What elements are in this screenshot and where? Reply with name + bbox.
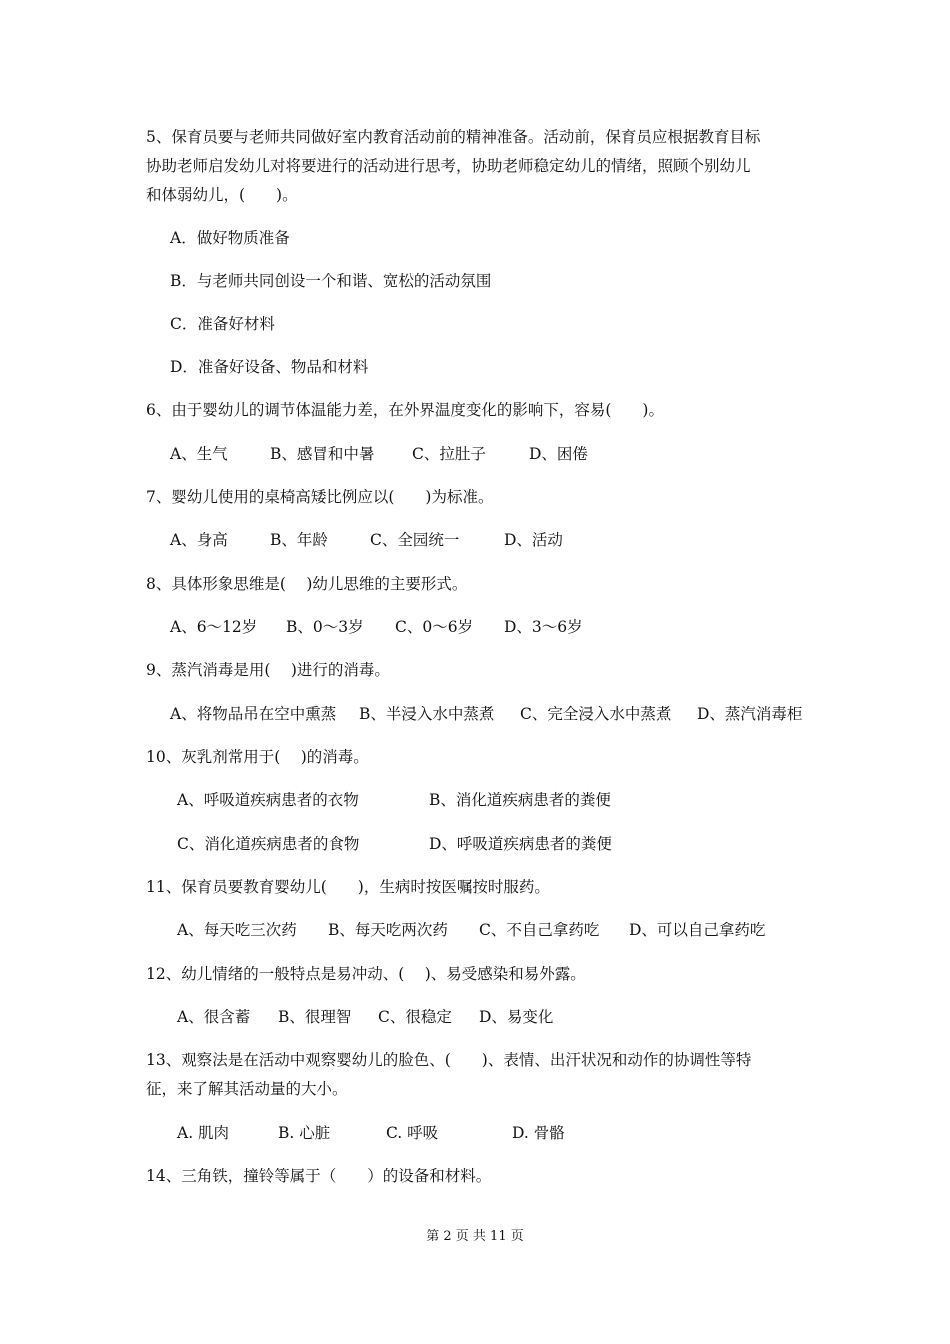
q12-option-d: D、易变化 [479,1008,554,1026]
q10-option-a: A、呼吸道疾病患者的衣物 [177,791,359,809]
q13-option-a: A. 肌肉 [177,1124,230,1142]
q5-option-d: D．准备好设备、物品和材料 [170,358,369,376]
q12-stem: 12、幼儿情绪的一般特点是易冲动、( )、易受感染和易外露。 [146,965,586,983]
q5-stem-line-1: 5、保育员要与老师共同做好室内教育活动前的精神准备。活动前，保育员应根据教育目标 [146,128,761,146]
q12-option-c: C、很稳定 [378,1008,452,1026]
q13-option-c: C. 呼吸 [386,1124,439,1142]
q5-option-a: A．做好物质准备 [170,229,290,247]
q7-option-d: D、活动 [504,531,563,549]
q6-stem: 6、由于婴幼儿的调节体温能力差，在外界温度变化的影响下，容易( )。 [146,401,664,419]
q9-option-a: A、将物品吊在空中熏蒸 [170,705,337,723]
q13-option-d: D. 骨骼 [512,1124,565,1142]
q9-option-c: C、完全浸入水中蒸煮 [520,705,672,723]
q10-option-b: B、消化道疾病患者的粪便 [429,791,611,809]
q12-option-a: A、很含蓄 [177,1008,251,1026]
q5-option-b: B．与老师共同创设一个和谐、宽松的活动氛围 [170,272,492,290]
q8-stem: 8、具体形象思维是( )幼儿思维的主要形式。 [146,575,468,593]
q14-stem: 14、三角铁，撞铃等属于（ ）的设备和材料。 [146,1167,492,1185]
q5-stem-line-3: 和体弱幼儿，( )。 [146,186,298,204]
q11-option-d: D、可以自己拿药吃 [629,921,766,939]
q7-option-c: C、全园统一 [370,531,460,549]
q5-option-c: C．准备好材料 [170,315,275,333]
q13-option-b: B. 心脏 [278,1124,331,1142]
q9-stem: 9、蒸汽消毒是用( )进行的消毒。 [146,661,390,679]
q6-option-c: C、拉肚子 [412,445,486,463]
q8-option-b: B、0～3岁 [286,618,364,636]
q6-option-d: D、困倦 [529,445,588,463]
q7-option-b: B、年龄 [270,531,328,549]
q5-stem-line-2: 协助老师启发幼儿对将要进行的活动进行思考，协助老师稳定幼儿的情绪，照顾个别幼儿 [146,157,751,175]
q8-option-c: C、0～6岁 [395,618,474,636]
page-footer: 第 2 页 共 11 页 [426,1229,524,1244]
q11-option-a: A、每天吃三次药 [177,921,297,939]
q6-option-a: A、生气 [170,445,228,463]
q9-option-d: D、蒸汽消毒柜 [697,705,803,723]
q13-stem-line-2: 征，来了解其活动量的大小。 [146,1080,348,1098]
q7-option-a: A、身高 [170,531,228,549]
q11-stem: 11、保育员要教育婴幼儿( )，生病时按医嘱按时服药。 [146,878,550,896]
q11-option-b: B、每天吃两次药 [328,921,448,939]
q11-option-c: C、不自己拿药吃 [479,921,600,939]
q10-option-d: D、呼吸道疾病患者的粪便 [429,835,612,853]
q8-option-d: D、3～6岁 [504,618,583,636]
q10-stem: 10、灰乳剂常用于( )的消毒。 [146,748,369,766]
q13-stem-line-1: 13、观察法是在活动中观察婴幼儿的脸色、( )、表情、出汗状况和动作的协调性等特 [146,1051,752,1069]
q10-option-c: C、消化道疾病患者的食物 [177,835,360,853]
q6-option-b: B、感冒和中暑 [270,445,375,463]
q9-option-b: B、半浸入水中蒸煮 [359,705,495,723]
q8-option-a: A、6～12岁 [170,618,258,636]
q7-stem: 7、婴幼儿使用的桌椅高矮比例应以( )为标准。 [146,488,494,506]
q12-option-b: B、很理智 [278,1008,352,1026]
